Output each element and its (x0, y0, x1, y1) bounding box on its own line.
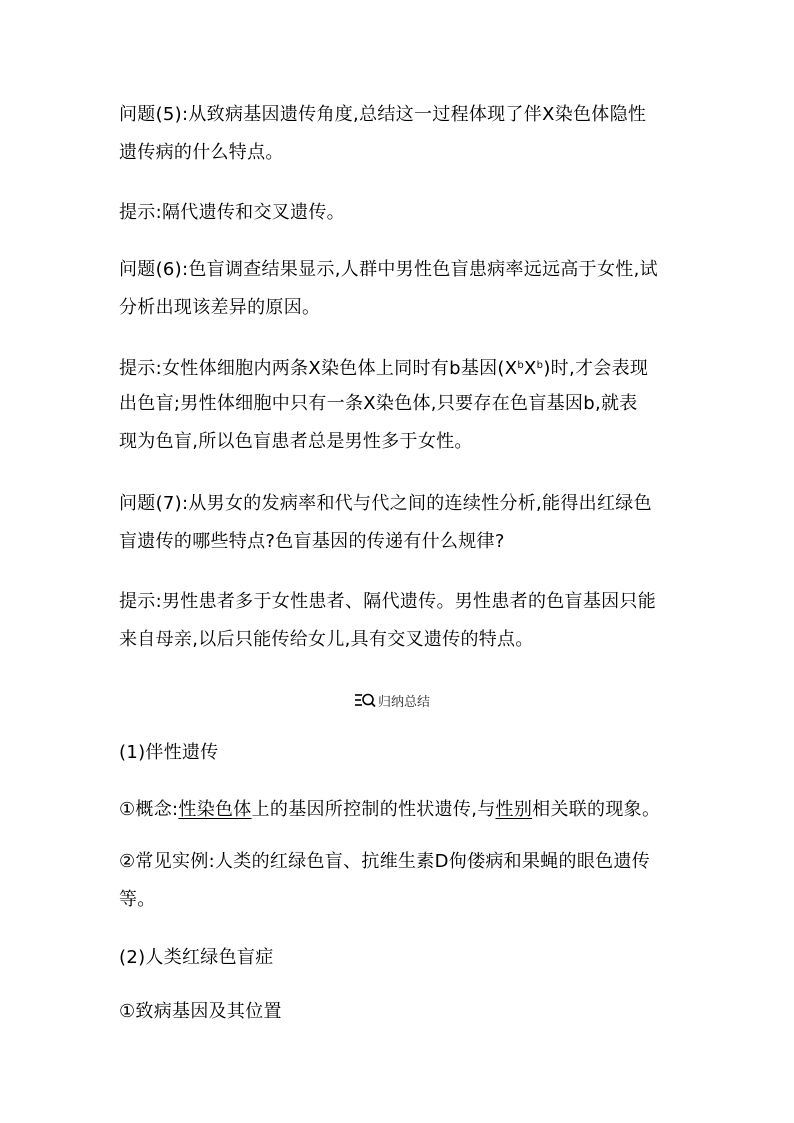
answer-6 (119, 347, 679, 461)
underlined-sex-chromosome: 性染色体 (178, 799, 252, 820)
question-7-line-2: 盲遗传的哪些特点?色盲基因的传递有什么规律? (119, 531, 505, 552)
question-6-line-2: 分析出现该差异的原因。 (119, 297, 321, 318)
superscript-b-1: b (517, 360, 525, 371)
answer-5 (119, 194, 679, 232)
question-6-line-1: 问题(6):色盲调查结果显示,人群中男性色盲患病率远远高于女性,试 (119, 259, 658, 280)
underlined-sex: 性别 (495, 799, 533, 820)
section-1-title-text: (1)伴性遗传 (119, 742, 219, 763)
question-5-line-1: 问题(5):从致病基因遗传角度,总结这一过程体现了伴X染色体隐性 (119, 104, 647, 125)
question-5-line-2: 遗传病的什么特点。 (119, 142, 284, 163)
section-1-item-1 (119, 791, 679, 829)
examples-line-2: 等。 (119, 889, 156, 910)
summary-heading (354, 689, 430, 711)
answer-7 (119, 583, 679, 659)
concept-suffix: 相关联的现象。 (532, 799, 661, 820)
magnifier-list-icon (354, 692, 376, 708)
concept-line (119, 791, 679, 829)
gene-location-line: ①致病基因及其位置 (119, 1001, 282, 1022)
concept-prefix: ①概念: (119, 799, 179, 820)
section-1-item-2 (119, 843, 679, 919)
summary-heading-label: 归纳总结 (378, 694, 431, 710)
question-5 (119, 96, 679, 172)
section-2-item-1 (119, 993, 679, 1031)
section-2-title-text: (2)人类红绿色盲症 (119, 947, 274, 968)
answer-7-line-1: 提示:男性患者多于女性患者、隔代遗传。男性患者的色盲基因只能 (119, 591, 657, 612)
question-7 (119, 485, 679, 561)
answer-7-line-2: 来自母亲,以后只能传给女儿,具有交叉遗传的特点。 (119, 629, 534, 650)
answer-6-line-2: 出色盲;男性体细胞中只有一条X染色体,只要存在色盲基因b,就表 (119, 393, 638, 414)
examples-line-1: ②常见实例:人类的红绿色盲、抗维生素D佝偻病和果蝇的眼色遗传 (119, 851, 651, 872)
superscript-b-2: b (536, 360, 544, 371)
section-1-title (119, 734, 679, 772)
answer-6-x: X (524, 358, 537, 379)
section-2-title (119, 939, 679, 977)
concept-middle: 上的基因所控制的性状遗传,与 (251, 799, 496, 820)
question-6 (119, 251, 679, 327)
answer-6-line-1-pre: 提示:女性体细胞内两条X染色体上同时有b基因(X (119, 358, 518, 379)
answer-6-line-3: 现为色盲,所以色盲患者总是男性多于女性。 (119, 431, 473, 452)
answer-6-line-1 (119, 347, 679, 385)
question-7-line-1: 问题(7):从男女的发病率和代与代之间的连续性分析,能得出红绿色 (119, 493, 652, 514)
answer-6-line-1-post: )时,才会表现 (543, 358, 649, 379)
answer-5-line-1: 提示:隔代遗传和交叉遗传。 (119, 202, 345, 223)
